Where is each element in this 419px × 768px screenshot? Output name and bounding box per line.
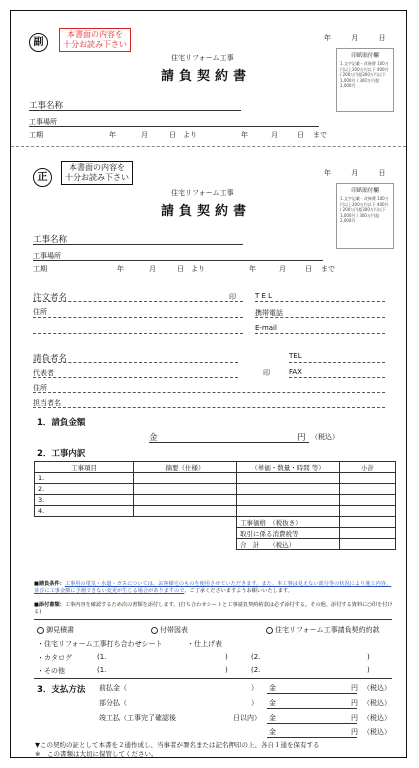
circle-check-icon bbox=[266, 627, 273, 634]
original-subtitle: 住宅リフォーム工事 bbox=[171, 189, 234, 197]
attach-terms[interactable] bbox=[266, 625, 380, 635]
original-date bbox=[324, 168, 385, 178]
payment-final-label: 竣工払（工事完了確認後 bbox=[99, 714, 176, 722]
original-period-from: より bbox=[191, 265, 205, 273]
payment-line-3 bbox=[267, 723, 357, 724]
attach-terms-label: 住宅リフォーム工事請負契約約款 bbox=[275, 626, 380, 634]
copy-period-d2: 日 bbox=[297, 131, 304, 139]
client-address-line bbox=[33, 317, 243, 318]
circle-check-icon bbox=[151, 627, 158, 634]
contractor-tel-line bbox=[289, 362, 385, 363]
perforation-line bbox=[11, 146, 406, 147]
contractor-seal: 印 bbox=[263, 369, 270, 377]
conditions-terms bbox=[34, 581, 394, 595]
amount-heading: 1．請負金額 bbox=[37, 418, 86, 428]
copy-stamp-title: 印紙貼付欄 bbox=[351, 53, 379, 59]
attach-catalog-label: ・カタログ bbox=[37, 654, 72, 662]
original-stamp-text: 1.文字記載・改修費 100万円以上200万円以下 400円 / 200万円超300万円以下 1,000円 / 300万円超 2,000円 bbox=[340, 196, 389, 223]
payment-line-1 bbox=[267, 693, 357, 694]
contractor-address-label: 住所 bbox=[33, 384, 47, 392]
client-address-line2 bbox=[33, 333, 243, 334]
copy-stamp-box bbox=[336, 48, 394, 112]
details-total-price: 工事価格 （税抜き） bbox=[237, 517, 340, 528]
details-row-4: 4. bbox=[35, 506, 134, 517]
payment-final-tax: （税込） bbox=[363, 714, 391, 722]
original-stamp-title: 印紙貼付欄 bbox=[351, 188, 379, 194]
client-email-label: E-mail bbox=[255, 324, 277, 332]
conditions-text1d: 状況により施工内容、並びに工事金額に予測できない変更が生じる場合がありますので bbox=[34, 581, 392, 594]
original-period-m1: 月 bbox=[149, 265, 156, 273]
amount-kin: 金 bbox=[149, 433, 158, 443]
original-date-year: 年 bbox=[324, 169, 331, 177]
circle-check-icon bbox=[37, 627, 44, 634]
conditions-text2: 工事内容を確認するため次の書類を添付します。(打ち合わせシートと工事請負契約約款は必ず添付する。その他、添付する資料に○印を付ける) bbox=[34, 602, 393, 615]
details-heading: 2．工事内訳 bbox=[37, 449, 86, 459]
attach-catalog-n3: (2. bbox=[251, 653, 261, 661]
contractor-address-line bbox=[33, 392, 385, 393]
copy-period-from: より bbox=[183, 131, 197, 139]
original-date-day: 日 bbox=[378, 169, 386, 177]
payment-extra-yen: 円 bbox=[351, 728, 358, 736]
payment-row-3 bbox=[99, 713, 399, 723]
copy-date-day: 日 bbox=[378, 34, 386, 42]
attach-other-row bbox=[37, 666, 370, 676]
attach-drawings[interactable] bbox=[151, 625, 188, 635]
original-date-month: 月 bbox=[351, 169, 359, 177]
payment-advance-yen: 円 bbox=[351, 684, 358, 692]
payment-extra-kin: 金 bbox=[269, 728, 276, 736]
original-title: 請負契約書 bbox=[161, 204, 252, 219]
copy-period-d1: 日 bbox=[169, 131, 176, 139]
payment-row-1 bbox=[99, 683, 399, 693]
client-mobile-line bbox=[255, 317, 385, 318]
attach-estimate[interactable] bbox=[37, 625, 74, 635]
copy-date-month: 月 bbox=[351, 34, 359, 42]
contract-sheet bbox=[10, 10, 407, 758]
payment-heading: 3．支払方法 bbox=[37, 685, 86, 695]
original-period-y1: 年 bbox=[117, 265, 124, 273]
payment-partial-kin: 金 bbox=[269, 699, 276, 707]
attach-sheet: ・住宅リフォーム工事打ち合わせシート bbox=[37, 640, 163, 648]
conditions-text1e: 、ご了承くださいますようお願いいたします。 bbox=[184, 588, 293, 594]
payment-partial-yen: 円 bbox=[351, 699, 358, 707]
attach-estimate-label: 御見積書 bbox=[46, 626, 74, 634]
original-period-m2: 月 bbox=[279, 265, 286, 273]
details-row-3: 3. bbox=[35, 495, 134, 506]
copy-mark: 副 bbox=[29, 33, 48, 52]
amount-tax: （税込） bbox=[311, 433, 339, 441]
original-project-label: 工事名称 bbox=[33, 235, 68, 245]
details-table bbox=[34, 461, 396, 550]
payment-line-2 bbox=[267, 708, 357, 709]
payment-final-close: 日以内） bbox=[233, 714, 261, 722]
payment-advance-kin: 金 bbox=[269, 684, 276, 692]
contractor-rep-label: 代表者 bbox=[33, 369, 54, 377]
contractor-person-label: 担当者名 bbox=[33, 399, 61, 407]
original-period-to: まで bbox=[321, 265, 335, 273]
copy-subtitle: 住宅リフォーム工事 bbox=[171, 54, 234, 62]
table-row bbox=[35, 539, 396, 550]
original-site-label: 工事場所 bbox=[33, 252, 61, 260]
footer-keep-note: ※ この書類は大切に保管してください。 bbox=[35, 750, 158, 758]
client-tel-line bbox=[255, 301, 385, 302]
table-row bbox=[35, 495, 396, 506]
copy-date-year: 年 bbox=[324, 34, 331, 42]
copy-period-m1: 月 bbox=[141, 131, 148, 139]
attach-other-n3: (2. bbox=[251, 666, 261, 674]
copy-period-m2: 月 bbox=[271, 131, 278, 139]
attach-catalog-n2: ) bbox=[225, 653, 228, 661]
payment-final-yen: 円 bbox=[351, 714, 358, 722]
table-row bbox=[35, 506, 396, 517]
payment-partial-label: 部分払（ bbox=[99, 699, 127, 707]
copy-project-line bbox=[29, 110, 241, 111]
contractor-rep-line bbox=[33, 377, 238, 378]
original-notice-line1: 本書面の内容を bbox=[69, 163, 125, 172]
details-total-sum: 合 計 （税込） bbox=[237, 539, 340, 550]
payment-row-2 bbox=[99, 698, 399, 708]
footer-agreement: ▼この契約の証として本書を２通作成し、当事者が署名または記名押印の上、各自１通を保有する bbox=[35, 741, 320, 749]
copy-title: 請負契約書 bbox=[161, 69, 252, 84]
copy-period-to: まで bbox=[313, 131, 327, 139]
details-row-1: 1. bbox=[35, 473, 134, 484]
attach-drawings-label: 付帯図表 bbox=[160, 626, 188, 634]
details-col-subtotal: 小計 bbox=[340, 462, 396, 473]
copy-date bbox=[324, 33, 385, 43]
copy-period-label: 工期 bbox=[29, 131, 43, 139]
conditions-attachments bbox=[34, 602, 394, 616]
copy-period-row bbox=[29, 130, 329, 140]
copy-stamp-text: 1.文字記載・改修費 100万円以上200万円以下 400円 / 200万円超300万円以下 1,000円 / 300万円超 2,000円 bbox=[340, 61, 389, 88]
attach-catalog-n4: ) bbox=[367, 653, 370, 661]
details-col-item: 工事項目 bbox=[35, 462, 134, 473]
original-mark: 正 bbox=[33, 168, 52, 187]
attach-other-n2: ) bbox=[225, 666, 228, 674]
original-period-d1: 日 bbox=[177, 265, 184, 273]
payment-advance-tax: （税込） bbox=[363, 684, 391, 692]
amount-yen: 円 bbox=[297, 433, 306, 443]
table-row bbox=[35, 517, 396, 528]
attach-catalog-n1: (1. bbox=[97, 653, 107, 661]
payment-partial-close: ） bbox=[251, 699, 258, 707]
payment-advance-label: 前払金（ bbox=[99, 684, 127, 692]
contractor-name-label: 請負者名 bbox=[33, 354, 68, 364]
contractor-person-line bbox=[33, 407, 385, 408]
client-seal: 印 bbox=[229, 293, 236, 301]
conditions-label1: ■請負条件： bbox=[34, 581, 65, 587]
attach-catalog-row bbox=[37, 653, 370, 663]
attach-finish: ・仕上げ表 bbox=[187, 640, 222, 648]
original-period-label: 工期 bbox=[33, 265, 47, 273]
table-row bbox=[35, 473, 396, 484]
copy-period-y2: 年 bbox=[241, 131, 248, 139]
attachments-divider bbox=[34, 678, 392, 679]
client-tel-label: T E L bbox=[255, 292, 273, 300]
client-name-label: 注文者名 bbox=[33, 293, 68, 303]
original-notice bbox=[61, 161, 133, 185]
original-period-row bbox=[33, 264, 343, 274]
contractor-name-line bbox=[33, 362, 238, 363]
contractor-fax-line bbox=[289, 377, 385, 378]
table-row bbox=[35, 484, 396, 495]
conditions-divider bbox=[34, 619, 392, 620]
client-name-line bbox=[33, 301, 243, 302]
client-mobile-label: 携帯電話 bbox=[255, 309, 283, 317]
conditions-label2: ■添付書類： bbox=[34, 602, 65, 608]
original-site-line bbox=[33, 260, 323, 261]
copy-notice bbox=[59, 28, 131, 52]
original-notice-line2: 十分お読み下さい bbox=[65, 173, 129, 182]
contractor-tel-label: TEL bbox=[289, 352, 302, 360]
original-period-d2: 日 bbox=[305, 265, 312, 273]
details-col-qty: （単価・数量・時間 等） bbox=[237, 462, 340, 473]
payment-final-kin: 金 bbox=[269, 714, 276, 722]
copy-site-line bbox=[29, 126, 319, 127]
attach-other-label: ・その他 bbox=[37, 667, 65, 675]
details-total-tax: 取引に係る消費税等 bbox=[237, 528, 340, 539]
conditions-text1a: 工事用の電気・水道・ガスについては、お客様宅のものを使用させていただきます。また、本工事は bbox=[64, 581, 298, 587]
copy-site-label: 工事場所 bbox=[29, 118, 57, 126]
original-stamp-box bbox=[336, 183, 394, 249]
details-row-2: 2. bbox=[35, 484, 134, 495]
payment-line-4 bbox=[267, 737, 357, 738]
copy-notice-line2: 十分お読み下さい bbox=[63, 40, 127, 49]
copy-period-y1: 年 bbox=[109, 131, 116, 139]
payment-advance-close: ） bbox=[251, 684, 258, 692]
client-address-label: 住所 bbox=[33, 308, 47, 316]
conditions-text1b: 見えない部分等の bbox=[297, 581, 340, 587]
details-col-spec: 摘要（仕様） bbox=[134, 462, 237, 473]
original-period-y2: 年 bbox=[249, 265, 256, 273]
copy-notice-line1: 本書面の内容を bbox=[67, 30, 123, 39]
copy-project-label: 工事名称 bbox=[29, 101, 64, 111]
client-email-line bbox=[255, 333, 385, 334]
attach-other-n4: ) bbox=[367, 666, 370, 674]
contractor-fax-label: FAX bbox=[289, 368, 302, 376]
table-row bbox=[35, 528, 396, 539]
payment-partial-tax: （税込） bbox=[363, 699, 391, 707]
amount-line bbox=[149, 442, 309, 443]
payment-extra-tax: （税込） bbox=[363, 728, 391, 736]
attach-other-n1: (1. bbox=[97, 666, 107, 674]
original-project-line bbox=[33, 244, 243, 245]
